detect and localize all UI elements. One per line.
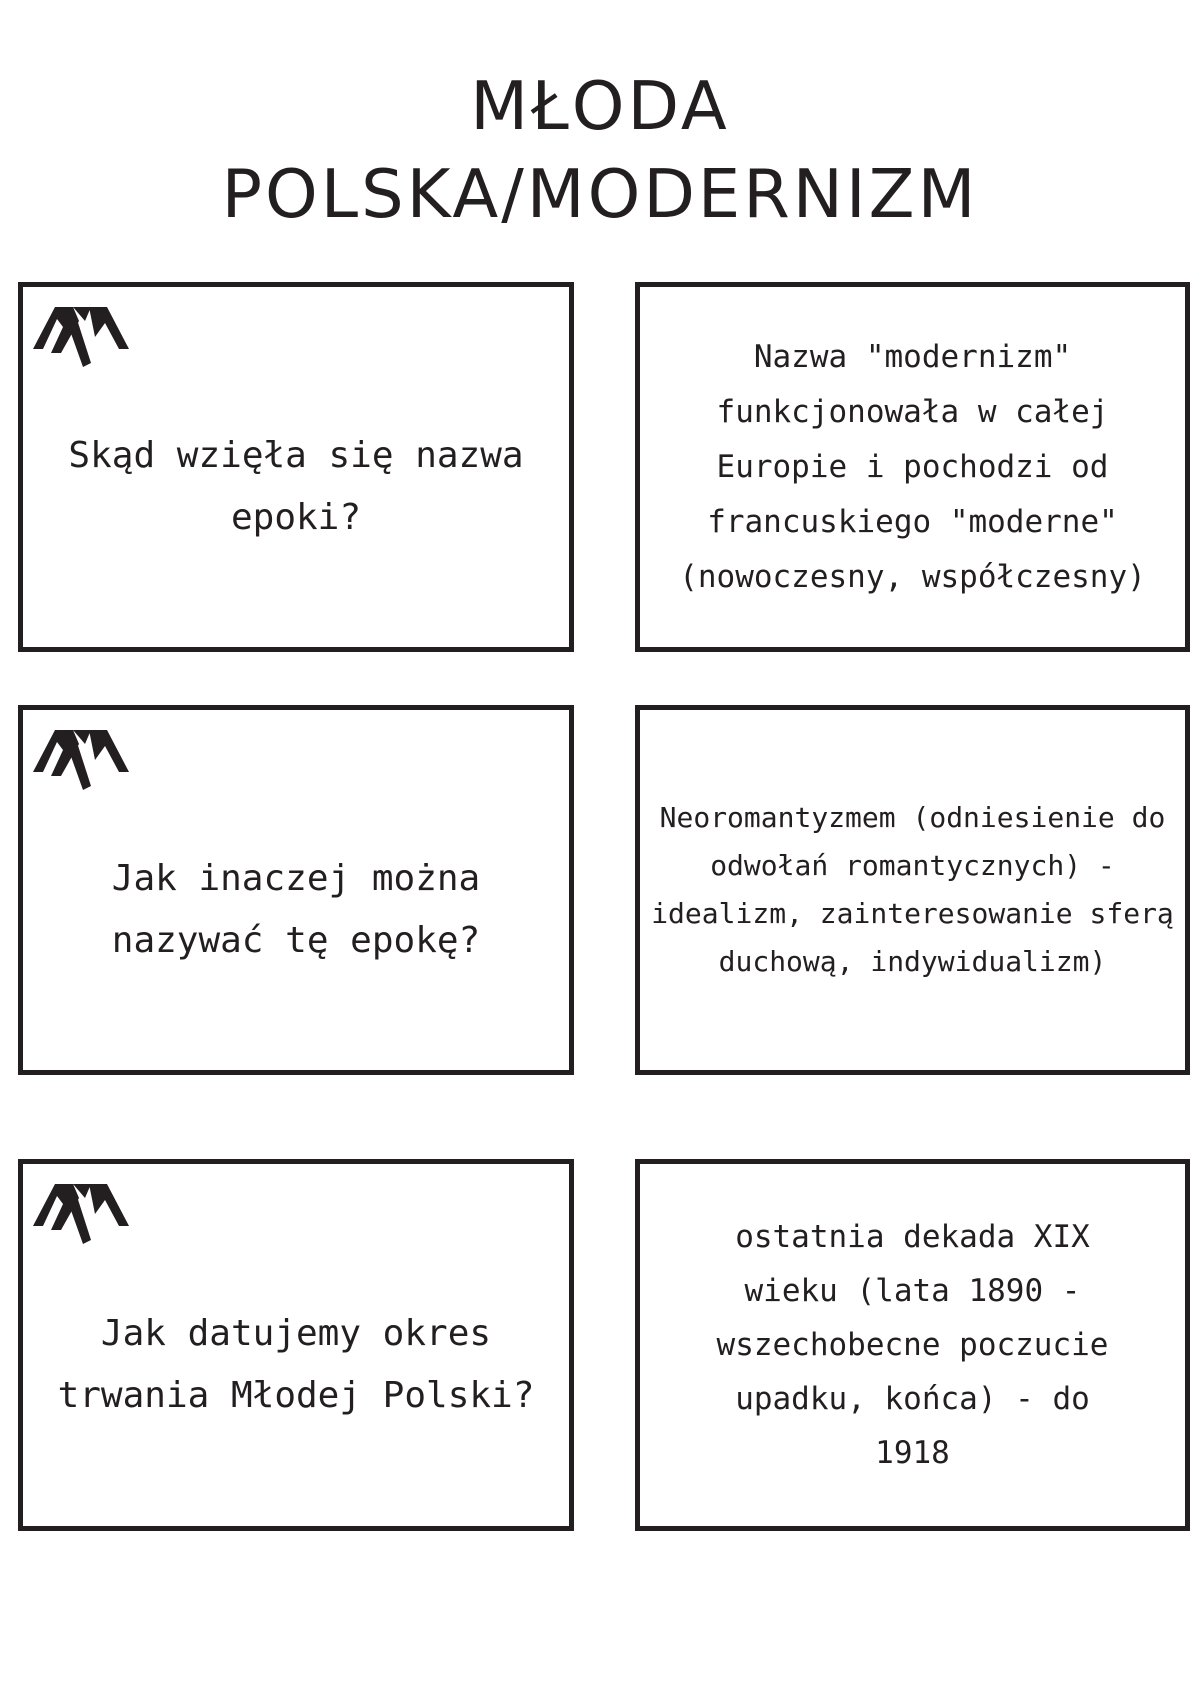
- question-text: Jak datujemy okres trwania Młodej Polski?: [57, 1313, 535, 1416]
- question-card-1: [18, 282, 574, 652]
- mp-monogram-logo-icon: [33, 1178, 129, 1244]
- answer-text: Nazwa "modernizm" funkcjonowała w całej Europie i pochodzi od francuskiego "moderne" (nowoczesny, współczesny): [679, 338, 1146, 595]
- question-card-2: [18, 705, 574, 1075]
- answer-text: ostatnia dekada XIX wieku (lata 1890 - wszechobecne poczucie upadku, końca) - do 1918: [716, 1219, 1109, 1471]
- answer-card-2: [635, 705, 1190, 1075]
- answer-card-3: [635, 1159, 1190, 1531]
- mp-monogram-logo-icon: [33, 724, 129, 790]
- page-title-line-2: POLSKA/MODERNIZM: [221, 155, 979, 233]
- mp-monogram-logo-icon: [33, 301, 129, 367]
- page-title: [0, 62, 1200, 238]
- question-text: Skąd wzięła się nazwa epoki?: [68, 435, 524, 538]
- question-text: Jak inaczej można nazywać tę epokę?: [111, 858, 481, 961]
- page-title-line-1: MŁODA: [470, 67, 730, 145]
- question-card-3: [18, 1159, 574, 1531]
- answer-text: Neoromantyzmem (odniesienie do odwołań romantycznych) - idealizm, zainteresowanie sferą duchową, indywidualizm): [651, 801, 1174, 978]
- answer-card-1: [635, 282, 1190, 652]
